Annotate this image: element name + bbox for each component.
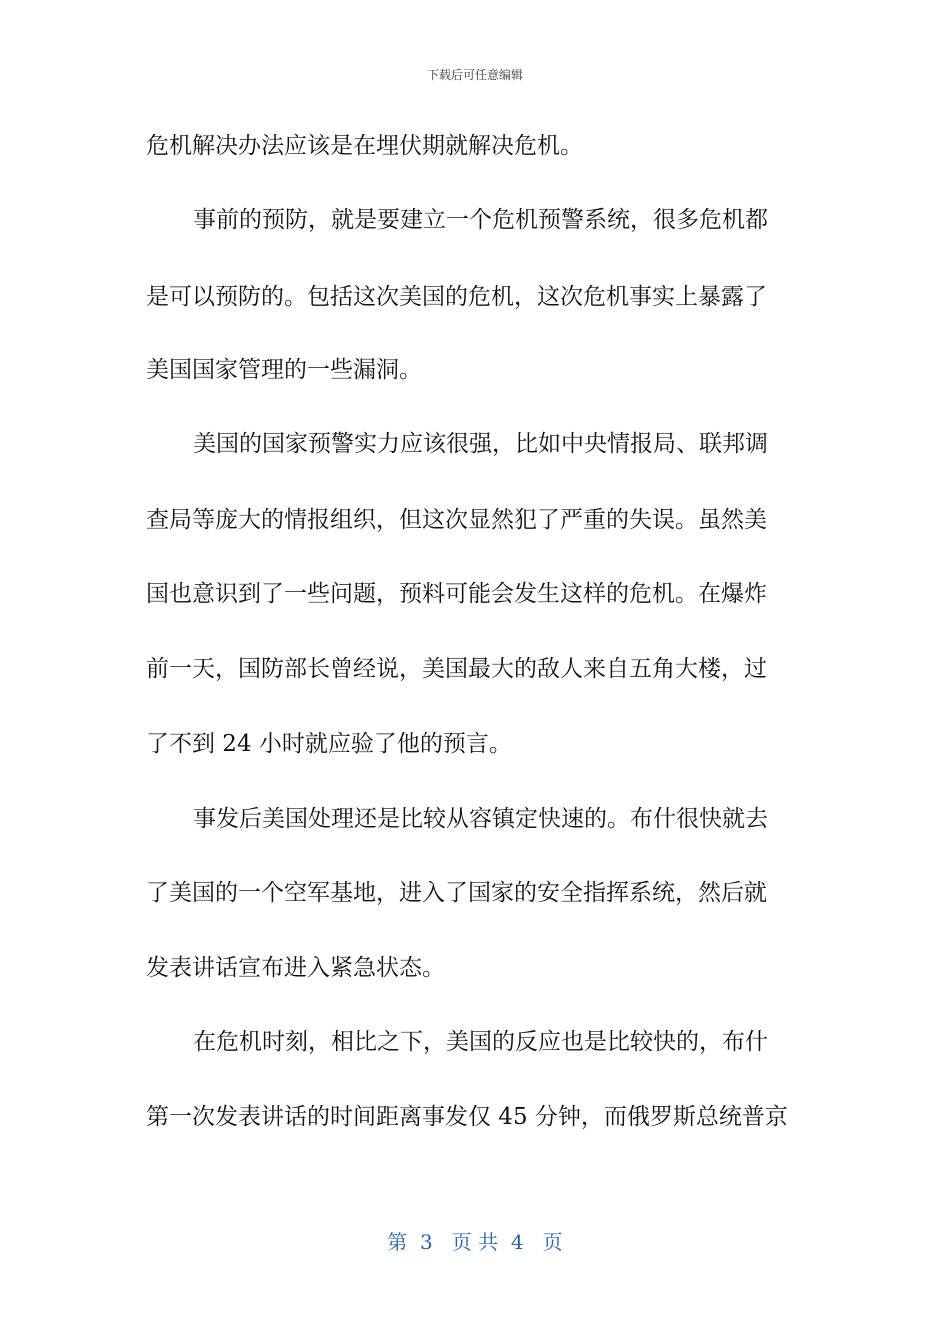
text-line-9: 了不到 24 小时就应验了他的预言。 <box>146 731 512 757</box>
text-line-1: 危机解决办法应该是在埋伏期就解决危机。 <box>146 133 583 159</box>
text-line-8: 前一天，国防部长曾经说，美国最大的敌人来自五角大楼，过 <box>146 656 767 682</box>
text-line-11: 了美国的一个空军基地，进入了国家的安全指挥系统，然后就 <box>146 880 767 906</box>
text-line-4: 美国国家管理的一些漏洞。 <box>146 357 422 383</box>
text-line-5: 美国的国家预警实力应该很强，比如中央情报局、联邦调 <box>193 431 768 457</box>
text-line-7: 国也意识到了一些问题，预料可能会发生这样的危机。在爆炸 <box>146 581 767 607</box>
text-line-2: 事前的预防，就是要建立一个危机预警系统，很多危机都 <box>193 207 768 233</box>
text-line-6: 查局等庞大的情报组织，但这次显然犯了严重的失误。虽然美 <box>146 507 767 533</box>
text-line-13: 在危机时刻，相比之下，美国的反应也是比较快的，布什 <box>193 1029 768 1055</box>
text-line-14: 第一次发表讲话的时间距离事发仅 45 分钟，而俄罗斯总统普京 <box>146 1104 788 1130</box>
text-line-3: 是可以预防的。包括这次美国的危机，这次危机事实上暴露了 <box>146 284 767 310</box>
text-line-12: 发表讲话宣布进入紧急状态。 <box>146 955 445 981</box>
page-header: 下载后可任意编辑 <box>426 68 523 82</box>
page-footer: 第 3 页 共 4 页 <box>387 1230 563 1254</box>
text-line-10: 事发后美国处理还是比较从容镇定快速的。布什很快就去 <box>193 806 768 832</box>
